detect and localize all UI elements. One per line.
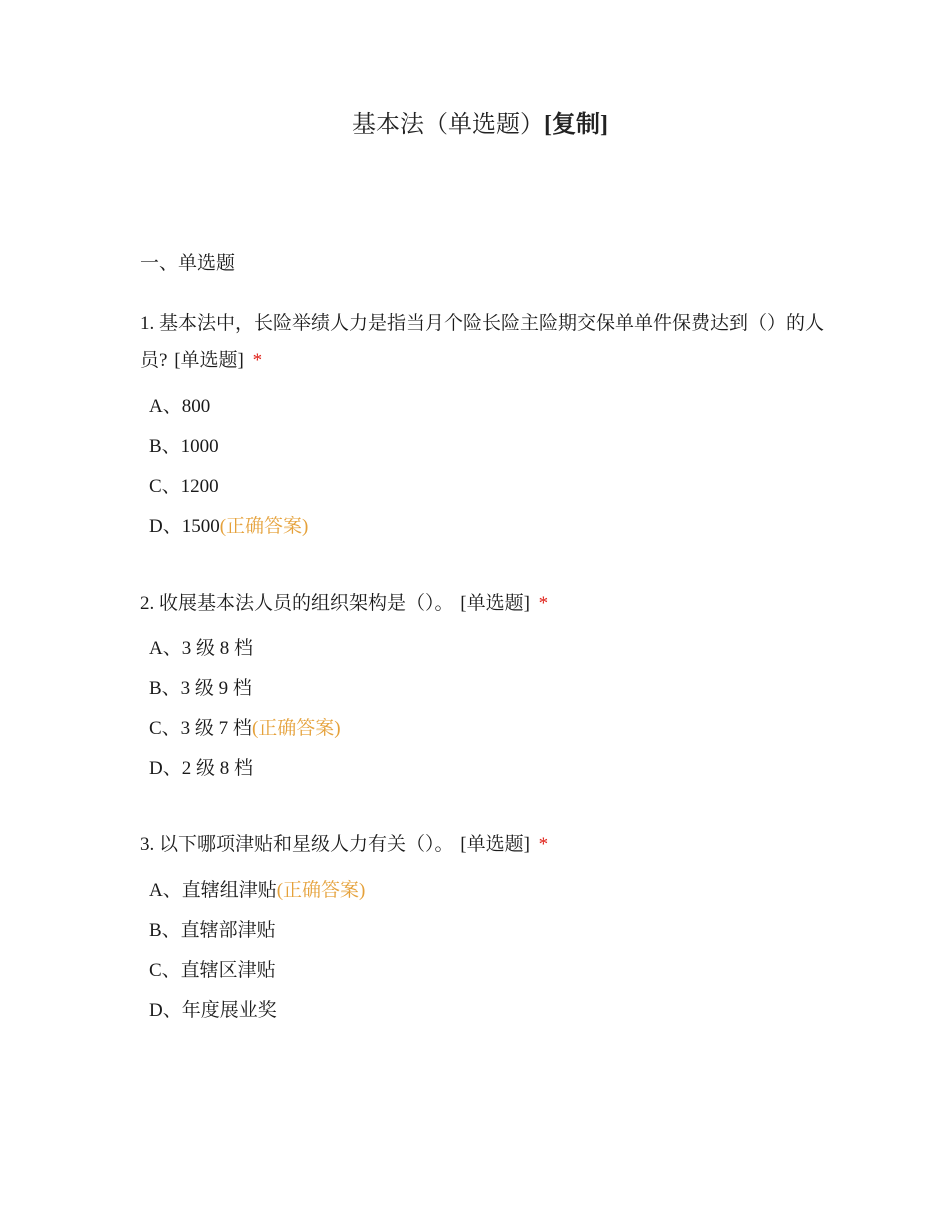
q2-option-d <box>149 755 253 783</box>
question-type: [单选题] <box>174 350 244 371</box>
q1-option-a <box>149 393 210 421</box>
page-title <box>0 108 950 142</box>
option-label: B、3 级 9 档 <box>149 678 252 699</box>
option-label: C、1200 <box>149 476 219 497</box>
title-main: 基本法（单选题） <box>352 112 544 138</box>
option-label: C、直辖区津贴 <box>149 960 276 981</box>
option-label: B、1000 <box>149 436 219 457</box>
option-label: D、2 级 8 档 <box>149 758 253 779</box>
question-3 <box>140 826 830 863</box>
question-type: [单选题] <box>460 593 530 614</box>
required-mark: * <box>538 834 549 855</box>
correct-answer-note: (正确答案) <box>276 880 366 901</box>
required-mark: * <box>252 350 263 371</box>
option-label: B、直辖部津贴 <box>149 920 276 941</box>
correct-answer-note: (正确答案) <box>219 516 309 537</box>
question-2 <box>140 585 830 622</box>
q3-option-b <box>149 917 276 945</box>
q1-option-d <box>149 513 308 541</box>
q2-option-c <box>149 715 341 743</box>
title-copy-tag: [复制] <box>544 112 608 138</box>
q2-option-b <box>149 675 252 703</box>
correct-answer-note: (正确答案) <box>251 718 341 739</box>
q3-option-a <box>149 877 365 905</box>
q1-option-c <box>149 473 219 501</box>
section-heading: 一、单选题 <box>140 253 236 274</box>
option-label: A、直辖组津贴 <box>149 880 277 901</box>
required-mark: * <box>538 593 549 614</box>
option-label: D、年度展业奖 <box>149 1000 277 1021</box>
option-label: A、800 <box>149 396 211 417</box>
question-text: 3. 以下哪项津贴和星级人力有关（）。 <box>140 834 454 855</box>
option-label: C、3 级 7 档 <box>149 718 252 739</box>
q2-option-a <box>149 635 253 663</box>
question-type: [单选题] <box>460 834 530 855</box>
question-text: 1. 基本法中，长险举绩人力是指当月个险长险主险期交保单单件保费达到（）的人员? <box>140 313 825 371</box>
option-label: A、3 级 8 档 <box>149 638 253 659</box>
question-1 <box>140 305 830 379</box>
q1-option-b <box>149 433 219 461</box>
q3-option-c <box>149 957 276 985</box>
q3-option-d <box>149 997 277 1025</box>
question-text: 2. 收展基本法人员的组织架构是（）。 <box>140 593 454 614</box>
option-label: D、1500 <box>149 516 220 537</box>
